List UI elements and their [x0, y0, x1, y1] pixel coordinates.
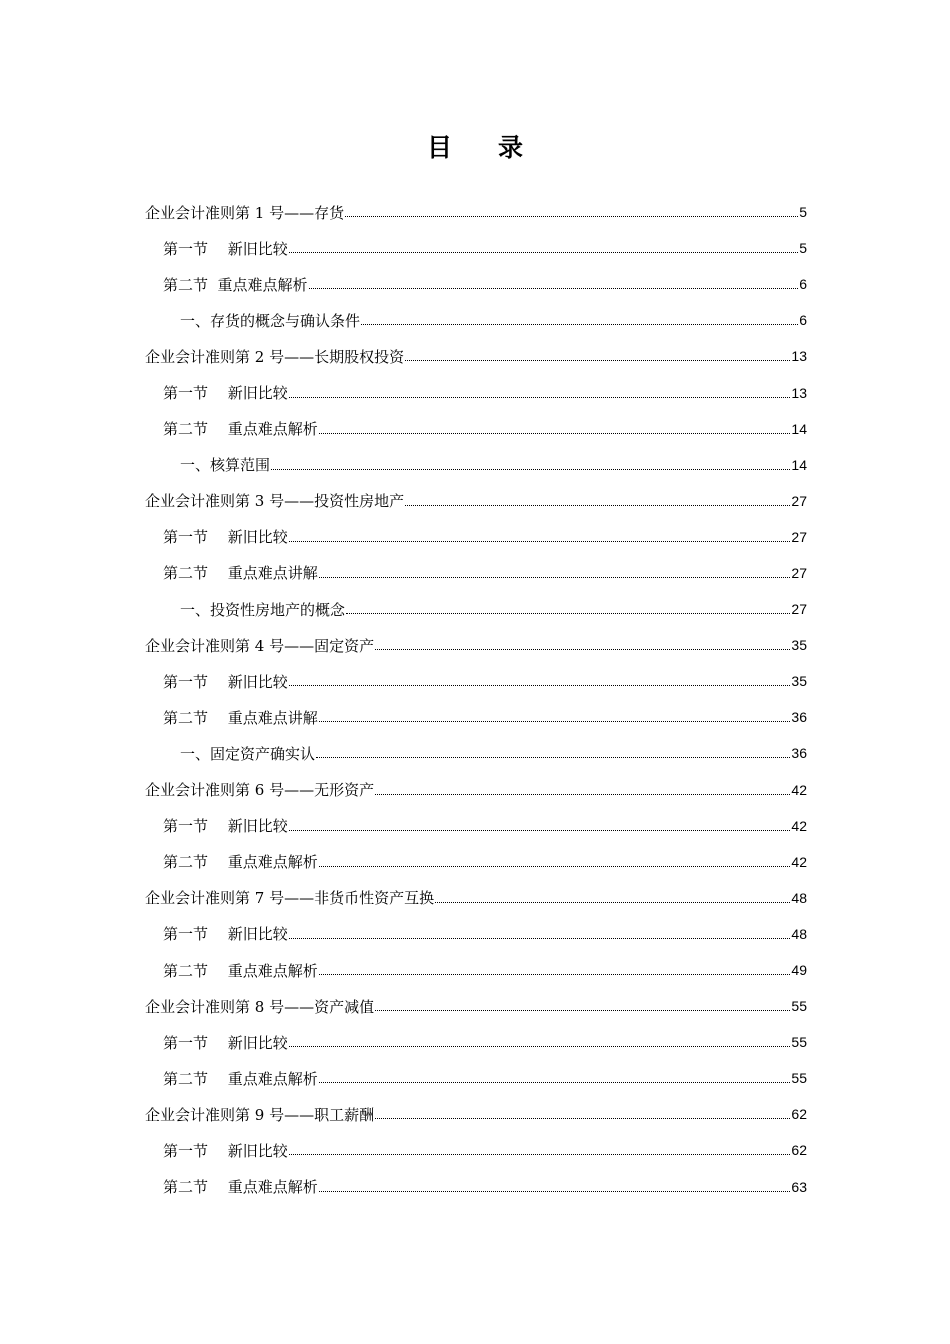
toc-entry[interactable]	[0, 194, 807, 230]
toc-leader-dots	[289, 528, 791, 546]
toc-leader-dots	[271, 456, 790, 474]
toc-leader-dots	[361, 311, 798, 329]
toc-entry[interactable]	[0, 772, 807, 808]
toc-entry-title: 企业会计准则第 6 号——无形资产	[145, 781, 375, 800]
toc-page-number: 36	[791, 745, 807, 762]
toc-entry[interactable]	[0, 374, 807, 410]
toc-entry-title: 第一节 新旧比较	[163, 672, 288, 691]
toc-page-number: 6	[799, 276, 807, 293]
page-title	[0, 130, 950, 166]
toc-entry[interactable]	[0, 627, 807, 663]
toc-entry[interactable]	[0, 447, 807, 483]
table-of-contents	[0, 194, 950, 1205]
toc-leader-dots	[346, 600, 790, 618]
toc-entry[interactable]	[0, 411, 807, 447]
toc-entry-title: 第二节 重点难点解析	[163, 420, 318, 439]
toc-entry[interactable]	[0, 916, 807, 952]
toc-page-number: 5	[799, 240, 807, 257]
toc-entry-title: 第二节 重点难点解析	[163, 961, 318, 980]
toc-entry-title: 第一节 新旧比较	[163, 384, 288, 403]
toc-page-number: 42	[791, 853, 807, 870]
toc-entry[interactable]	[0, 591, 807, 627]
toc-leader-dots	[289, 239, 798, 257]
toc-entry-title: 第二节 重点难点解析	[163, 853, 318, 872]
toc-page-number: 27	[791, 528, 807, 545]
toc-entry-title: 第二节 重点难点解析	[163, 275, 308, 294]
toc-entry[interactable]	[0, 1169, 807, 1205]
toc-entry[interactable]	[0, 880, 807, 916]
toc-leader-dots	[375, 997, 790, 1015]
title-char-2: 录	[498, 133, 524, 162]
toc-entry-title: 第一节 新旧比较	[163, 528, 288, 547]
toc-page-number: 55	[791, 1034, 807, 1051]
toc-leader-dots	[319, 1069, 791, 1087]
toc-page-number: 27	[791, 564, 807, 581]
toc-entry-title: 企业会计准则第 7 号——非货币性资产互换	[145, 889, 435, 908]
toc-entry-title: 第一节 新旧比较	[163, 1141, 288, 1160]
toc-page-number: 36	[791, 709, 807, 726]
toc-page-number: 48	[791, 889, 807, 906]
toc-entry[interactable]	[0, 952, 807, 988]
toc-entry-title: 一、固定资产确实认	[180, 744, 316, 763]
toc-page-number: 55	[791, 1070, 807, 1087]
toc-leader-dots	[319, 1178, 791, 1196]
toc-entry[interactable]	[0, 663, 807, 699]
toc-entry-title: 一、核算范围	[180, 456, 271, 475]
toc-leader-dots	[289, 1033, 791, 1051]
toc-leader-dots	[375, 781, 790, 799]
toc-entry-title: 第一节 新旧比较	[163, 1033, 288, 1052]
toc-page-number: 13	[791, 348, 807, 365]
toc-page-number: 27	[791, 601, 807, 618]
toc-entry[interactable]	[0, 1060, 807, 1096]
toc-entry[interactable]	[0, 1132, 807, 1168]
toc-page-number: 14	[791, 456, 807, 473]
toc-page-number: 62	[791, 1142, 807, 1159]
toc-page-number: 6	[799, 312, 807, 329]
toc-leader-dots	[289, 672, 791, 690]
toc-entry[interactable]	[0, 266, 807, 302]
toc-page-number: 13	[791, 384, 807, 401]
toc-leader-dots	[289, 925, 791, 943]
toc-entry[interactable]	[0, 735, 807, 771]
toc-leader-dots	[319, 961, 791, 979]
toc-entry-title: 第一节 新旧比较	[163, 239, 288, 258]
toc-page-number: 27	[791, 492, 807, 509]
toc-entry[interactable]	[0, 555, 807, 591]
toc-page-number: 63	[791, 1178, 807, 1195]
toc-page-number: 48	[791, 925, 807, 942]
toc-entry[interactable]	[0, 338, 807, 374]
toc-leader-dots	[345, 203, 798, 221]
toc-page-number: 55	[791, 998, 807, 1015]
toc-page-number: 35	[791, 673, 807, 690]
toc-leader-dots	[435, 889, 790, 907]
toc-leader-dots	[319, 420, 791, 438]
toc-entry[interactable]	[0, 483, 807, 519]
toc-entry-title: 第二节 重点难点讲解	[163, 708, 318, 727]
toc-entry-title: 企业会计准则第 8 号——资产减值	[145, 997, 375, 1016]
toc-leader-dots	[289, 384, 791, 402]
toc-leader-dots	[319, 564, 791, 582]
toc-entry-title: 第一节 新旧比较	[163, 925, 288, 944]
toc-entry[interactable]	[0, 808, 807, 844]
toc-leader-dots	[309, 275, 799, 293]
toc-entry-title: 一、投资性房地产的概念	[180, 600, 346, 619]
toc-entry-title: 第二节 重点难点讲解	[163, 564, 318, 583]
toc-entry[interactable]	[0, 699, 807, 735]
toc-entry-title: 企业会计准则第 2 号——长期股权投资	[145, 347, 405, 366]
toc-leader-dots	[316, 744, 790, 762]
toc-leader-dots	[319, 708, 791, 726]
toc-entry[interactable]	[0, 302, 807, 338]
title-char-1: 目	[426, 133, 452, 162]
toc-page-number: 49	[791, 962, 807, 979]
toc-entry[interactable]	[0, 1024, 807, 1060]
toc-entry-title: 一、存货的概念与确认条件	[180, 311, 361, 330]
toc-entry[interactable]	[0, 988, 807, 1024]
toc-leader-dots	[375, 1105, 790, 1123]
toc-entry[interactable]	[0, 844, 807, 880]
toc-page-number: 42	[791, 817, 807, 834]
toc-leader-dots	[319, 853, 791, 871]
toc-leader-dots	[375, 636, 790, 654]
toc-entry-title: 企业会计准则第 1 号——存货	[145, 203, 345, 222]
toc-entry-title: 企业会计准则第 4 号——固定资产	[145, 636, 375, 655]
toc-page-number: 5	[799, 204, 807, 221]
toc-leader-dots	[289, 1141, 791, 1159]
toc-entry-title: 第一节 新旧比较	[163, 817, 288, 836]
toc-entry[interactable]	[0, 230, 807, 266]
toc-entry-title: 第二节 重点难点解析	[163, 1178, 318, 1197]
toc-leader-dots	[405, 347, 790, 365]
toc-page-number: 42	[791, 781, 807, 798]
toc-entry-title: 第二节 重点难点解析	[163, 1069, 318, 1088]
toc-entry[interactable]	[0, 1096, 807, 1132]
toc-leader-dots	[405, 492, 790, 510]
toc-page-number: 35	[791, 637, 807, 654]
toc-page-number: 14	[791, 420, 807, 437]
toc-entry[interactable]	[0, 519, 807, 555]
toc-entry-title: 企业会计准则第 3 号——投资性房地产	[145, 492, 405, 511]
toc-entry-title: 企业会计准则第 9 号——职工薪酬	[145, 1105, 375, 1124]
toc-page-number: 62	[791, 1106, 807, 1123]
toc-leader-dots	[289, 817, 791, 835]
